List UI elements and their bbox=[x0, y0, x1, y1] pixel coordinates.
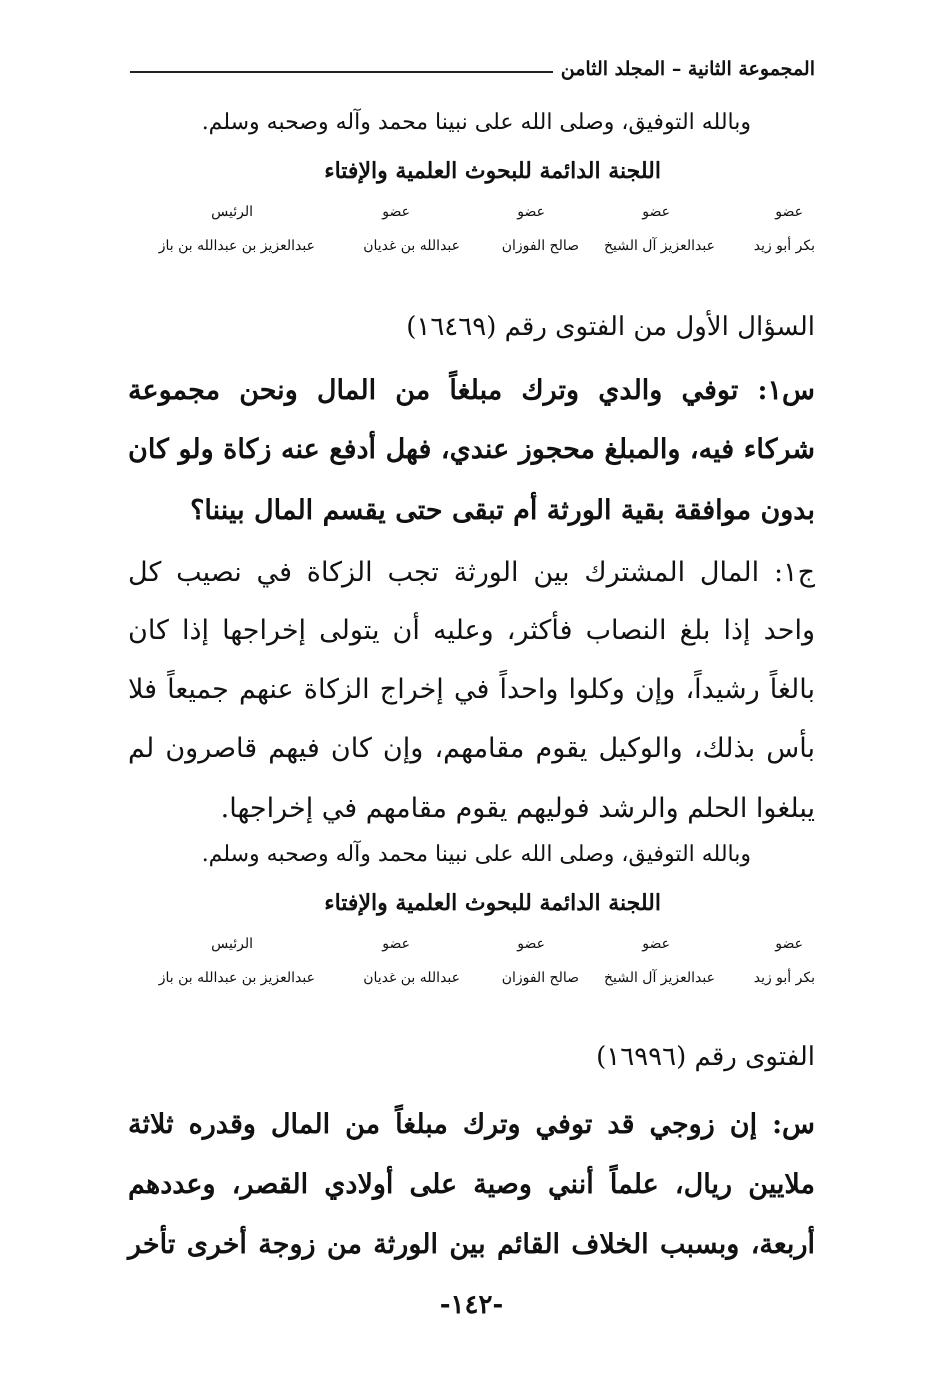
signature-name: صالح الفوزان bbox=[501, 238, 579, 254]
signature-role: عضو bbox=[382, 204, 410, 220]
signature-name: عبدالله بن غديان bbox=[363, 238, 460, 254]
answer-line: واحد إذا بلغ النصاب فأكثر، وعليه أن يتولى إخراجها إذا كان bbox=[128, 615, 815, 646]
signature-name: بكر أبو زيد bbox=[753, 238, 815, 254]
signature-role: عضو bbox=[517, 936, 545, 952]
question-line: شركاء فيه، والمبلغ محجوز عندي، فهل أدفع عنه زكاة ولو كان bbox=[128, 434, 815, 465]
question-line: س: إن زوجي قد توفي وترك مبلغاً من المال وقدره ثلاثة bbox=[128, 1109, 815, 1140]
signature-role: عضو bbox=[642, 936, 670, 952]
question-line: س١: توفي والدي وترك مبلغاً من المال ونحن مجموعة bbox=[128, 375, 815, 406]
signature-roles bbox=[130, 936, 815, 958]
signature-role: الرئيس bbox=[211, 936, 253, 952]
answer-line: ج١: المال المشترك بين الورثة تجب الزكاة في نصيب كل bbox=[128, 557, 815, 588]
answer-line: يبلغوا الحلم والرشد فوليهم يقوم مقامهم في إخراجها. bbox=[220, 793, 815, 824]
signature-name: صالح الفوزان bbox=[501, 970, 579, 986]
closing-formula: وبالله التوفيق، وصلى الله على نبينا محمد وآله وصحبه وسلم. bbox=[201, 110, 751, 135]
fatwa-heading: السؤال الأول من الفتوى رقم (١٦٤٦٩) bbox=[406, 312, 815, 342]
signature-names bbox=[130, 238, 815, 260]
signature-role: عضو bbox=[775, 936, 803, 952]
signature-role: عضو bbox=[775, 204, 803, 220]
signature-name: عبدالله بن غديان bbox=[363, 970, 460, 986]
committee-name: اللجنة الدائمة للبحوث العلمية والإفتاء bbox=[324, 890, 661, 916]
running-header bbox=[130, 58, 815, 92]
answer-line: بأس بذلك، والوكيل يقوم مقامهم، وإن كان فيهم قاصرون لم bbox=[128, 733, 815, 764]
signature-role: عضو bbox=[517, 204, 545, 220]
answer-line: بالغاً رشيداً، وإن وكلوا واحداً في إخراج الزكاة عنهم جميعاً فلا bbox=[128, 674, 815, 705]
signature-roles bbox=[130, 204, 815, 226]
question-line: أربعة، وبسبب الخلاف القائم بين الورثة من زوجة أخرى تأخر bbox=[128, 1229, 815, 1260]
signature-name: عبدالعزيز آل الشيخ bbox=[603, 970, 715, 986]
committee-name: اللجنة الدائمة للبحوث العلمية والإفتاء bbox=[324, 158, 661, 184]
page-number: -١٤٢- bbox=[439, 1290, 504, 1320]
signature-role: عضو bbox=[642, 204, 670, 220]
signature-name: عبدالعزيز بن عبدالله بن باز bbox=[158, 970, 315, 986]
signature-names bbox=[130, 970, 815, 992]
fatwa-heading: الفتوى رقم (١٦٩٩٦) bbox=[596, 1042, 815, 1072]
closing-formula: وبالله التوفيق، وصلى الله على نبينا محمد وآله وصحبه وسلم. bbox=[201, 842, 751, 867]
signature-name: عبدالعزيز بن عبدالله بن باز bbox=[158, 238, 315, 254]
question-line: ملايين ريال، علماً أنني وصية على أولادي القصر، وعددهم bbox=[128, 1169, 815, 1200]
running-header-text: المجموعة الثانية – المجلد الثامن bbox=[553, 58, 815, 80]
signature-name: بكر أبو زيد bbox=[753, 970, 815, 986]
signature-role: الرئيس bbox=[211, 204, 253, 220]
signature-name: عبدالعزيز آل الشيخ bbox=[603, 238, 715, 254]
signature-role: عضو bbox=[382, 936, 410, 952]
question-line: بدون موافقة بقية الورثة أم تبقى حتى يقسم المال بيننا؟ bbox=[190, 495, 815, 526]
